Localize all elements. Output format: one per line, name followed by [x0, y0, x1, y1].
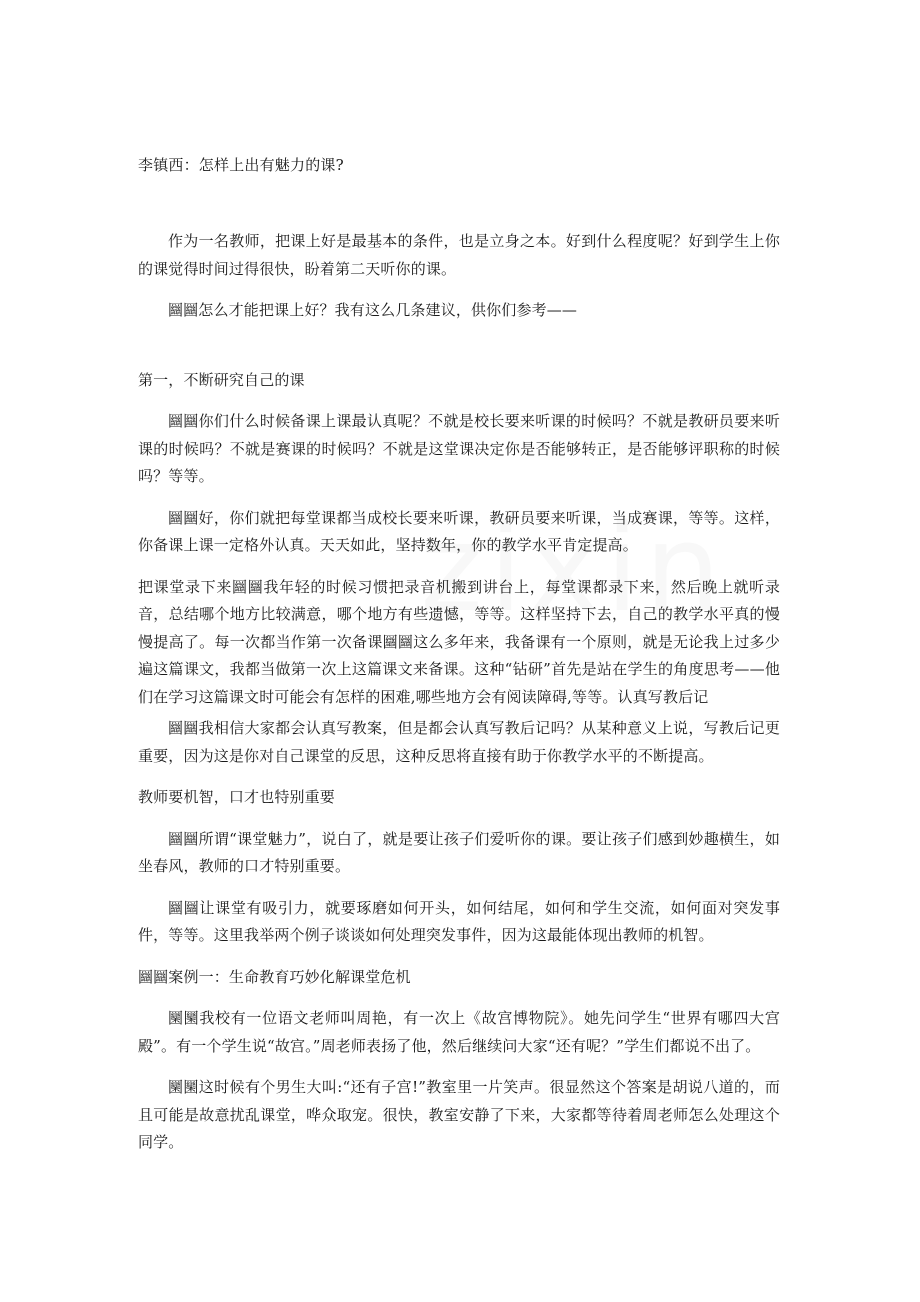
paragraph-case-story: 圞圞我校有一位语文老师叫周艳，有一次上《故宫博物院》。她先问学生“世界有哪四大宫殿”。有一个学生说“故宫。”周老师表扬了他，然后继续问大家“还有呢？”学生们都说不出了。 — [138, 1009, 780, 1055]
section-heading-research: 第一，不断研究自己的课 — [138, 370, 305, 389]
paragraph-attraction: 圝圝让课堂有吸引力，就要琢磨如何开头，如何结尾，如何和学生交流，如何面对突发事件，等等。这里我举两个例子谈谈如何处理突发事件，因为这最能体现出教师的机智。 — [138, 898, 780, 944]
paragraph-record-class: 把课堂录下来圝圝我年轻的时候习惯把录音机搬到讲台上，每堂课都录下来，然后晚上就听录音，总结哪个地方比较满意，哪个地方有些遗憾，等等。这样坚持下去，自己的教学水平真的慢慢提高了。每一次都当作第一次备课圝圝这么多年来，我备课有一个原则，就是无论我上过多少遍这篇课文，我都当做第一次上这篇课文来备课。这种“钻研”首先是站在学生的角度思考——他们在学习这篇课文时可能会有怎样的困难,哪些地方会有阅读障碍,等等。认真写教后记 — [138, 577, 780, 706]
paragraph-charm: 圝圝所谓“课堂魅力”，说白了，就是要让孩子们爱听你的课。要让孩子们感到妙趣横生，如坐春风，教师的口才特别重要。 — [138, 829, 780, 875]
paragraph-suggestions: 圝圝怎么才能把课上好？我有这么几条建议，供你们参考—— — [168, 301, 578, 319]
paragraph-reflection: 圝圝我相信大家都会认真写教案，但是都会认真写教后记吗？从某种意义上说，写教后记更重要，因为这是你对自己课堂的反思，这种反思将直接有助于你教学水平的不断提高。 — [138, 719, 780, 765]
paragraph-every-class: 圝圝好，你们就把每堂课都当成校长要来听课，教研员要来听课，当成赛课，等等。这样，你备课上课一定格外认真。天天如此，坚持数年，你的教学水平肯定提高。 — [138, 508, 780, 554]
document-title: 李镇西：怎样上出有魅力的课? — [138, 156, 344, 174]
paragraph-case-reaction: 圞圞这时候有个男生大叫:“还有子宫!”教室里一片笑声。很显然这个答案是胡说八道的，而且可能是故意扰乱课堂，哗众取宠。很快，教室安静了下来，大家都等待着周老师怎么处理这个同学。 — [138, 1078, 780, 1151]
section-heading-case-one: 圝圝案例一：生命教育巧妙化解课堂危机 — [138, 967, 411, 986]
document-body — [138, 228, 780, 1171]
paragraph-intro: 作为一名教师，把课上好是最基本的条件，也是立身之本。好到什么程度呢？好到学生上你的课觉得时间过得很快，盼着第二天听你的课。 — [138, 232, 780, 278]
section-heading-wit: 教师要机智，口才也特别重要 — [138, 788, 335, 806]
paragraph-when-serious: 圝圝你们什么时候备课上课最认真呢？不就是校长要来听课的时候吗？不就是教研员要来听课的时候吗？不就是赛课的时候吗？不就是这堂课决定你是否能够转正，是否能够评职称的时候吗？等等。 — [138, 412, 780, 485]
